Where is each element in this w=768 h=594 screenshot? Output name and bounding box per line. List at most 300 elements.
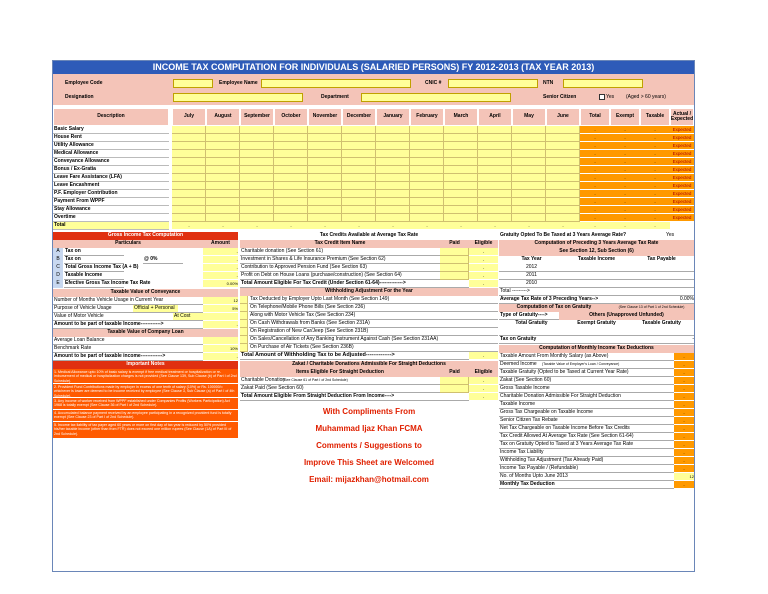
zakat-eligible-value: -: [469, 377, 498, 385]
zakat-item-sec: (See Clause 61 of Part I of 2nd Schedule): [282, 377, 440, 385]
month-input-cell[interactable]: [172, 142, 206, 150]
month-input-cell[interactable]: [172, 134, 206, 142]
zakat-items-header: Items Eligible For Straight Deduction: [240, 369, 440, 377]
month-input-cell[interactable]: [206, 182, 240, 190]
tax-credits-title: Tax Credits Available at Average Tax Rate: [319, 232, 419, 238]
month-input-cell[interactable]: [342, 182, 376, 190]
month-input-cell[interactable]: [172, 158, 206, 166]
month-input-cell[interactable]: [546, 126, 580, 134]
month-input-cell[interactable]: [376, 150, 410, 158]
taxable-cell: -: [640, 142, 670, 150]
monthly-row-label: Income Tax Liability: [499, 449, 674, 457]
month-input-cell[interactable]: [206, 174, 240, 182]
monthly-row-value: -: [674, 425, 694, 433]
month-input-cell[interactable]: [444, 126, 478, 134]
gratuity-computation-title: Computation of Preceding 3 Years Average Tax Rate: [499, 240, 694, 248]
credit-item: Charitable donation (See Section 61): [240, 248, 440, 256]
month-input-cell[interactable]: [478, 166, 512, 174]
designation-input[interactable]: [173, 93, 303, 102]
month-input-cell[interactable]: [274, 198, 308, 206]
month-input-cell[interactable]: [342, 134, 376, 142]
gratuity-input-row[interactable]: [499, 328, 694, 336]
department-label: Department: [321, 94, 349, 100]
credit-eligible-value: -: [469, 248, 498, 256]
total-month-cell: -: [410, 222, 444, 230]
credit-paid-input[interactable]: [440, 272, 469, 280]
month-input-cell[interactable]: [376, 182, 410, 190]
expected-dropdown[interactable]: Expected: [670, 158, 694, 166]
month-input-cell[interactable]: [342, 198, 376, 206]
total-row-label: Total: [53, 222, 169, 230]
month-input-cell[interactable]: [376, 190, 410, 198]
month-input-cell[interactable]: [274, 158, 308, 166]
month-input-cell[interactable]: [274, 206, 308, 214]
monthly-row-value: -: [674, 481, 694, 489]
month-input-cell[interactable]: [478, 182, 512, 190]
loan-value[interactable]: 10%: [203, 345, 238, 353]
monthly-row-value: -: [674, 369, 694, 377]
conveyance-value[interactable]: [203, 313, 238, 321]
month-input-cell[interactable]: [444, 182, 478, 190]
checkbox-icon[interactable]: [599, 94, 605, 100]
month-input-cell[interactable]: [512, 214, 546, 222]
month-input-cell[interactable]: [342, 174, 376, 182]
compliment-line: Improve This Sheet are Welcomed: [303, 458, 435, 467]
month-input-cell[interactable]: [376, 134, 410, 142]
gross-tax-title: Gross Income Tax Computation: [53, 232, 238, 240]
month-input-cell[interactable]: [240, 198, 274, 206]
monthly-row-label: Zakat (See Section 60): [499, 377, 674, 385]
col-month: December: [342, 108, 376, 126]
conveyance-label: Number of Months Vehicle Usage in Current Year: [53, 297, 203, 305]
tax-payable-input[interactable]: [629, 272, 694, 280]
conveyance-value[interactable]: 12: [203, 297, 238, 305]
month-input-cell[interactable]: [206, 190, 240, 198]
exempt-cell: -: [610, 126, 640, 134]
col-description: Description: [53, 108, 169, 126]
zakat-paid-input[interactable]: [440, 377, 469, 385]
month-input-cell[interactable]: [410, 198, 444, 206]
month-input-cell[interactable]: [342, 166, 376, 174]
month-input-cell[interactable]: [308, 126, 342, 134]
month-input-cell[interactable]: [444, 190, 478, 198]
expected-dropdown[interactable]: Expected: [670, 182, 694, 190]
expected-dropdown[interactable]: Expected: [670, 150, 694, 158]
month-input-cell[interactable]: [478, 198, 512, 206]
month-input-cell[interactable]: [172, 174, 206, 182]
month-input-cell[interactable]: [410, 134, 444, 142]
month-input-cell[interactable]: [444, 142, 478, 150]
month-input-cell[interactable]: [206, 214, 240, 222]
month-input-cell[interactable]: [240, 142, 274, 150]
monthly-row-value: -: [674, 409, 694, 417]
month-input-cell[interactable]: [512, 150, 546, 158]
month-input-cell[interactable]: [512, 126, 546, 134]
month-input-cell[interactable]: [240, 150, 274, 158]
monthly-row-label: Taxable Amount From Monthly Salary (as Above): [499, 353, 674, 361]
taxable-cell: -: [640, 198, 670, 206]
expected-dropdown[interactable]: Expected: [670, 214, 694, 222]
expected-dropdown[interactable]: Expected: [670, 142, 694, 150]
gross-key: D: [53, 272, 63, 280]
exempt-cell: -: [610, 166, 640, 174]
conveyance-value[interactable]: 5%: [203, 305, 238, 313]
month-input-cell[interactable]: [478, 126, 512, 134]
col-month: June: [546, 108, 580, 126]
taxable-cell: -: [640, 126, 670, 134]
expected-dropdown[interactable]: Expected: [670, 166, 694, 174]
month-input-cell[interactable]: [206, 150, 240, 158]
total-month-cell: -: [206, 222, 240, 230]
gross-key: C: [53, 264, 63, 272]
month-input-cell[interactable]: [172, 182, 206, 190]
month-input-cell[interactable]: [172, 214, 206, 222]
taxable-cell: -: [640, 174, 670, 182]
row-label: House Rent: [53, 134, 169, 142]
taxable-income-input[interactable]: [564, 272, 629, 280]
col-month: April: [478, 108, 512, 126]
month-input-cell[interactable]: [308, 142, 342, 150]
month-input-cell[interactable]: [274, 190, 308, 198]
month-input-cell[interactable]: [206, 158, 240, 166]
gratuity-yes-checkbox[interactable]: Yes: [666, 232, 675, 238]
month-input-cell[interactable]: [172, 206, 206, 214]
conveyance-title: Taxable Value of Conveyance: [53, 289, 238, 297]
aged-note: (Aged > 60 years): [626, 94, 666, 100]
conveyance-value[interactable]: -: [203, 321, 238, 329]
month-input-cell[interactable]: [274, 150, 308, 158]
total-cell: -: [580, 126, 610, 134]
month-input-cell[interactable]: [478, 134, 512, 142]
month-input-cell[interactable]: [444, 166, 478, 174]
monthly-row-value: -: [674, 433, 694, 441]
withholding-amount-input[interactable]: [240, 328, 248, 336]
credit-total-value: -: [469, 280, 498, 288]
employee-code-input[interactable]: [173, 79, 213, 88]
month-input-cell[interactable]: [274, 126, 308, 134]
month-input-cell[interactable]: [342, 150, 376, 158]
month-input-cell[interactable]: [444, 174, 478, 182]
month-input-cell[interactable]: [410, 126, 444, 134]
withholding-amount-input[interactable]: [240, 336, 248, 344]
ntn-label: NTN: [543, 80, 554, 86]
month-input-cell[interactable]: [444, 214, 478, 222]
gross-key: E: [53, 280, 63, 288]
month-input-cell[interactable]: [240, 134, 274, 142]
month-input-cell[interactable]: [478, 142, 512, 150]
month-input-cell[interactable]: [512, 142, 546, 150]
month-input-cell[interactable]: [444, 198, 478, 206]
conveyance-label: Purpose of Vehicle Usage: [53, 305, 203, 313]
month-input-cell[interactable]: [546, 182, 580, 190]
month-input-cell[interactable]: [546, 158, 580, 166]
month-input-cell[interactable]: [478, 206, 512, 214]
month-input-cell[interactable]: [410, 190, 444, 198]
monthly-row-label: Tax Credit Allowed At Average Tax Rate (See Section 61-64): [499, 433, 674, 441]
month-input-cell[interactable]: [376, 174, 410, 182]
tax-on-gratuity-value: -: [649, 336, 694, 344]
month-input-cell[interactable]: [342, 158, 376, 166]
employee-name-input[interactable]: [261, 79, 411, 88]
month-input-cell[interactable]: [308, 166, 342, 174]
month-input-cell[interactable]: [240, 182, 274, 190]
tax-payable-input[interactable]: [629, 280, 694, 288]
tax-payable-input[interactable]: [629, 264, 694, 272]
month-input-cell[interactable]: [512, 190, 546, 198]
cnic-input[interactable]: [448, 79, 538, 88]
month-input-cell[interactable]: [308, 134, 342, 142]
month-input-cell[interactable]: [376, 166, 410, 174]
row-label: Leave Encashment: [53, 182, 169, 190]
exempt-cell: -: [610, 214, 640, 222]
compliment-line: Muhammad Ijaz Khan FCMA: [315, 424, 423, 433]
withholding-amount-input[interactable]: [240, 304, 248, 312]
month-input-cell[interactable]: [172, 190, 206, 198]
month-input-cell[interactable]: [546, 174, 580, 182]
loan-value[interactable]: [203, 337, 238, 345]
row-label: Overtime: [53, 214, 169, 222]
month-input-cell[interactable]: [308, 198, 342, 206]
total-cell: -: [580, 198, 610, 206]
taxable-cell: -: [640, 166, 670, 174]
month-input-cell[interactable]: [512, 206, 546, 214]
month-input-cell[interactable]: [444, 206, 478, 214]
month-input-cell[interactable]: [512, 174, 546, 182]
monthly-row-label: Monthly Tax Deduction: [499, 481, 674, 489]
month-input-cell[interactable]: [342, 142, 376, 150]
conveyance-option[interactable]: Official + Personal: [133, 305, 178, 313]
month-input-cell[interactable]: [240, 126, 274, 134]
row-label: Stay Allowance: [53, 206, 169, 214]
sheet-title: INCOME TAX COMPUTATION FOR INDIVIDUALS (SALARIED PERSONS) FY 2012-2013 (TAX YEAR 2013): [53, 61, 694, 74]
gratuity-section: See Section 12, Sub Section (6): [499, 248, 694, 256]
withholding-amount-input[interactable]: [240, 344, 248, 352]
month-input-cell[interactable]: [410, 182, 444, 190]
month-input-cell[interactable]: [410, 206, 444, 214]
gross-label: Efective Gross Tax Income Tax Rate: [65, 280, 151, 286]
month-input-cell[interactable]: [342, 190, 376, 198]
total-cell: -: [580, 166, 610, 174]
taxable-income-input[interactable]: [564, 280, 629, 288]
expected-dropdown[interactable]: Expected: [670, 190, 694, 198]
month-input-cell[interactable]: [512, 158, 546, 166]
conveyance-option[interactable]: At Cost: [173, 313, 203, 321]
month-input-cell[interactable]: [274, 134, 308, 142]
note-item: 4. Accumulated balance payment received by an employee participating in a recognized provident fund is totally exempt (See Clause 23 of Part I of 2nd Schedule).: [53, 410, 238, 422]
zakat-eligible-header: Eligible: [469, 369, 498, 377]
withholding-amount-input[interactable]: [240, 296, 248, 304]
month-input-cell[interactable]: [410, 174, 444, 182]
month-input-cell[interactable]: [274, 182, 308, 190]
monthly-row-value: -: [674, 361, 694, 369]
credit-item-header: Tax Credit Item Name: [240, 240, 440, 248]
month-input-cell[interactable]: [512, 182, 546, 190]
col-month: January: [376, 108, 410, 126]
month-input-cell[interactable]: [546, 198, 580, 206]
monthly-row-label: Gross Tax Chargeable on Taxable Income: [499, 409, 674, 417]
gross-rate: @ 0%: [143, 256, 183, 264]
monthly-row-value: -: [674, 449, 694, 457]
expected-dropdown[interactable]: Expected: [670, 134, 694, 142]
total-cell: -: [580, 158, 610, 166]
credit-paid-input[interactable]: [440, 264, 469, 272]
department-input[interactable]: [361, 93, 511, 102]
month-input-cell[interactable]: [308, 158, 342, 166]
month-input-cell[interactable]: [410, 150, 444, 158]
month-input-cell[interactable]: [546, 134, 580, 142]
credit-eligible-value: -: [469, 256, 498, 264]
month-input-cell[interactable]: [546, 214, 580, 222]
month-input-cell[interactable]: [546, 150, 580, 158]
month-input-cell[interactable]: [274, 142, 308, 150]
month-input-cell[interactable]: [478, 214, 512, 222]
month-input-cell[interactable]: [342, 206, 376, 214]
month-input-cell[interactable]: [206, 126, 240, 134]
month-input-cell[interactable]: [308, 206, 342, 214]
monthly-row-label: Taxable Income: [499, 401, 674, 409]
monthly-row-label: Deemed Income: [499, 361, 541, 369]
month-input-cell[interactable]: [410, 142, 444, 150]
employee-code-label: Employee Code: [65, 80, 103, 86]
gross-key: B: [53, 256, 63, 264]
total-month-cell: -: [546, 222, 580, 230]
credit-item: Profit on Debt on House Loans (purchase/construction) (See Section 64): [240, 272, 440, 280]
loan-value[interactable]: -: [203, 353, 238, 361]
month-input-cell[interactable]: [546, 166, 580, 174]
zakat-total-label: Total Amount Eligible From Straight Deduction From Income---->: [240, 393, 469, 401]
deemed-income-sec: (Taxable Value of Employer's Loan / Conveyance): [541, 361, 674, 369]
total-cell: -: [580, 214, 610, 222]
monthly-row-label: Net Tax Chargeable on Taxable Income Before Tax Credits: [499, 425, 674, 433]
taxable-income-input[interactable]: [564, 264, 629, 272]
total-month-cell: -: [444, 222, 478, 230]
month-input-cell[interactable]: [512, 166, 546, 174]
month-input-cell[interactable]: [274, 174, 308, 182]
month-input-cell[interactable]: [376, 198, 410, 206]
month-input-cell[interactable]: [172, 198, 206, 206]
month-input-cell[interactable]: [376, 158, 410, 166]
row-label: Utility Allowance: [53, 142, 169, 150]
month-input-cell[interactable]: [478, 174, 512, 182]
exempt-cell: -: [610, 142, 640, 150]
compliment-line: With Compliments From: [322, 407, 416, 416]
withholding-total-value: -: [469, 352, 498, 360]
monthly-row-value: -: [674, 385, 694, 393]
gratuity-col: Tax Payable: [647, 256, 676, 262]
compliment-line: Email: mijazkhan@hotmail.com: [309, 475, 429, 484]
month-input-cell[interactable]: [172, 126, 206, 134]
month-input-cell[interactable]: [478, 190, 512, 198]
gross-label: Taxable Income: [64, 272, 124, 280]
month-input-cell[interactable]: [410, 158, 444, 166]
withholding-amount-input[interactable]: [240, 320, 248, 328]
credit-paid-input[interactable]: [440, 256, 469, 264]
month-input-cell[interactable]: [240, 174, 274, 182]
month-input-cell[interactable]: [546, 190, 580, 198]
month-input-cell[interactable]: [444, 158, 478, 166]
month-input-cell[interactable]: [444, 134, 478, 142]
month-input-cell[interactable]: [240, 158, 274, 166]
month-input-cell[interactable]: [376, 206, 410, 214]
month-input-cell[interactable]: [376, 126, 410, 134]
month-input-cell[interactable]: [342, 126, 376, 134]
senior-citizen-checkbox[interactable]: Yes: [599, 93, 614, 102]
month-input-cell[interactable]: [308, 174, 342, 182]
tax-on-gratuity-label: Tax on Gratuity: [499, 336, 649, 344]
month-input-cell[interactable]: [410, 214, 444, 222]
month-input-cell[interactable]: [342, 214, 376, 222]
month-input-cell[interactable]: [206, 166, 240, 174]
withholding-amount-input[interactable]: [240, 312, 248, 320]
compliment-line: Comments / Suggestions to: [316, 441, 422, 450]
month-input-cell[interactable]: [546, 142, 580, 150]
month-input-cell[interactable]: [308, 150, 342, 158]
total-cell: -: [580, 150, 610, 158]
credit-paid-input[interactable]: [440, 248, 469, 256]
month-input-cell[interactable]: [240, 166, 274, 174]
zakat-paid-input[interactable]: [440, 385, 469, 393]
month-input-cell[interactable]: [172, 150, 206, 158]
month-input-cell[interactable]: [376, 142, 410, 150]
exempt-cell: -: [610, 206, 640, 214]
month-input-cell[interactable]: [274, 166, 308, 174]
month-input-cell[interactable]: [478, 150, 512, 158]
month-input-cell[interactable]: [444, 150, 478, 158]
credit-eligible-header: Eligible: [469, 240, 498, 248]
month-input-cell[interactable]: [206, 198, 240, 206]
expected-dropdown[interactable]: Expected: [670, 206, 694, 214]
month-input-cell[interactable]: [206, 142, 240, 150]
gross-value: -: [203, 264, 238, 272]
zakat-total-value: -: [469, 393, 498, 401]
gratuity-tax-title: Computation of Tax on Gratuity: [499, 304, 609, 312]
exempt-cell: -: [610, 158, 640, 166]
month-input-cell[interactable]: [376, 214, 410, 222]
month-input-cell[interactable]: [308, 214, 342, 222]
month-input-cell[interactable]: [546, 206, 580, 214]
gross-label: Total Gross Income Tax (A + B): [65, 264, 139, 270]
ntn-input[interactable]: [563, 79, 643, 88]
month-input-cell[interactable]: [274, 214, 308, 222]
expected-dropdown[interactable]: Expected: [670, 126, 694, 134]
month-input-cell[interactable]: [410, 166, 444, 174]
month-input-cell[interactable]: [206, 134, 240, 142]
withholding-item: On Registration of New Car/Jeep (See Section 231B): [249, 328, 498, 336]
month-input-cell[interactable]: [478, 158, 512, 166]
col-exempt: Exempt: [610, 108, 640, 126]
month-input-cell[interactable]: [512, 198, 546, 206]
expected-dropdown[interactable]: Expected: [670, 174, 694, 182]
month-input-cell[interactable]: [206, 206, 240, 214]
expected-dropdown[interactable]: Expected: [670, 198, 694, 206]
gratuity-question: Gratuity Opted To Be Taxed at 3 Years Average Rate?: [500, 232, 627, 238]
month-input-cell[interactable]: [240, 206, 274, 214]
month-input-cell[interactable]: [240, 214, 274, 222]
withholding-item: Along with Motor Vehicle Tax (See Section 234): [249, 312, 498, 320]
monthly-row-value[interactable]: 12: [674, 473, 694, 481]
gratuity-type-dropdown[interactable]: Others (Unapproved Unfunded): [559, 312, 694, 320]
col-month: August: [206, 108, 240, 126]
month-input-cell[interactable]: [308, 182, 342, 190]
credit-item: Investment in Shares & Life Insurance Premium (See Section 62): [240, 256, 440, 264]
tax-year: 2010: [499, 280, 564, 288]
monthly-row-label: Gross Taxable Income: [499, 385, 674, 393]
month-input-cell[interactable]: [308, 190, 342, 198]
month-input-cell[interactable]: [172, 166, 206, 174]
month-input-cell[interactable]: [512, 134, 546, 142]
month-input-cell[interactable]: [240, 190, 274, 198]
total-month-cell: -: [512, 222, 546, 230]
